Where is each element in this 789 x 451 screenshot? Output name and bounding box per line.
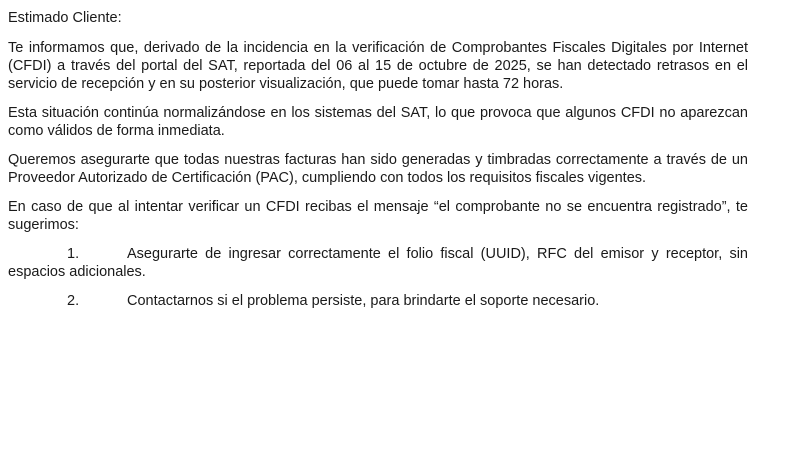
paragraph-assurance: Queremos asegurarte que todas nuestras facturas han sido generadas y timbradas correctamente a través de un Proveedor Autorizado de Certificación (PAC), cumpliendo con todos los requisitos fiscales vigentes.: [8, 152, 748, 186]
greeting: Estimado Cliente:: [8, 10, 122, 26]
list-number: 1.: [67, 246, 80, 262]
document-body: [8, 9, 748, 321]
paragraph-situation: Esta situación continúa normalizándose en los sistemas del SAT, lo que provoca que algunos CFDI no aparezcan como válidos de forma inmediata.: [8, 105, 748, 139]
list-number: 2.: [67, 293, 80, 309]
list-item: [8, 245, 748, 281]
list-text: Contactarnos si el problema persiste, para brindarte el soporte necesario.: [127, 293, 600, 309]
list-text: Asegurarte de ingresar correctamente el folio fiscal (UUID), RFC del emisor y receptor, sin espacios adicionales.: [8, 246, 748, 280]
suggestion-list: [8, 245, 748, 310]
paragraph-incidence: Te informamos que, derivado de la incidencia en la verificación de Comprobantes Fiscales Digitales por Internet (CFDI) a través del portal del SAT, reportada del 06 al 15 de octubre de 2025, se han detectado retrasos en el servicio de recepción y en su posterior visualización, que puede tomar hasta 72 horas.: [8, 40, 748, 92]
list-item: [8, 292, 748, 310]
paragraph-instructions: En caso de que al intentar verificar un CFDI recibas el mensaje “el comprobante no se encuentra registrado”, te sugerimos:: [8, 199, 748, 233]
